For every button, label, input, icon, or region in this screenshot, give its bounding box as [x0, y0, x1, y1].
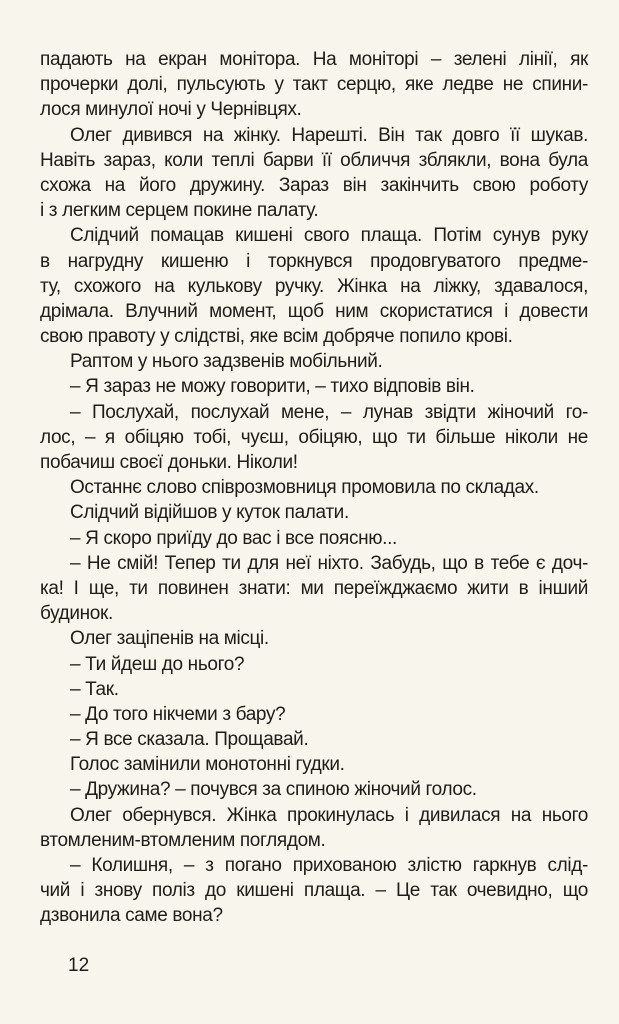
- text-line: Навіть зараз, коли теплі барви її обличчя зблякли, вона була: [40, 149, 588, 171]
- text-line: Олег заціпенів на місці.: [70, 628, 269, 650]
- paragraph: [40, 475, 588, 500]
- text-line: в нагрудну кишеню і торкнувся продовгуватого предме-: [40, 250, 588, 272]
- text-line: – Не смій! Тепер ти для неї ніхто. Забудь, що в тебе є доч-: [70, 552, 588, 574]
- text-line: ту, схожого на кулькову ручку. Жінка на ліжку, здавалося,: [40, 275, 588, 297]
- text-line: будинок.: [40, 603, 113, 625]
- paragraph: [40, 652, 588, 677]
- page-body-text: [40, 47, 588, 929]
- paragraph: [40, 349, 588, 374]
- text-line: Слідчий відійшов у куток палати.: [70, 502, 349, 524]
- text-line: свою правоту у слідстві, яке всім добряче попило крові.: [40, 326, 513, 348]
- text-line: і з легким серцем покине палату.: [40, 200, 319, 222]
- paragraph: [40, 853, 588, 929]
- paragraph: [40, 702, 588, 727]
- text-line: – Послухай, послухай мене, – лунав звідти жіночий го-: [70, 401, 588, 423]
- text-line: – Я зараз не можу говорити, – тихо відповів він.: [70, 376, 475, 398]
- text-line: падають на екран монітора. На моніторі – зелені лінії, як: [40, 49, 588, 70]
- text-line: Олег дивився на жінку. Нарешті. Він так довго її шукав.: [70, 124, 588, 146]
- paragraph: [40, 123, 588, 224]
- paragraph: [40, 752, 588, 777]
- text-line: дзвонила саме вона?: [40, 905, 223, 927]
- text-line: ка! І ще, ти повинен знати: ми переїжджаємо жити в інший: [40, 577, 588, 599]
- paragraph: [40, 526, 588, 551]
- text-line: лос, – я обіцяю тобі, чуєш, обіцяю, що ти більше ніколи не: [40, 426, 588, 448]
- text-line: Раптом у нього задзвенів мобільний.: [70, 351, 383, 373]
- text-line: – Я все сказала. Прощавай.: [70, 729, 309, 751]
- text-line: Слідчий помацав кишені свого плаща. Потім сунув руку: [70, 225, 588, 247]
- text-line: Голос замінили монотонні гудки.: [70, 754, 345, 776]
- paragraph: [40, 374, 588, 399]
- paragraph: [40, 803, 588, 853]
- text-line: – Ти йдеш до нього?: [70, 653, 245, 675]
- text-line: Олег обернувся. Жінка прокинулась і дивилася на нього: [70, 804, 588, 826]
- paragraph: [40, 677, 588, 702]
- paragraph: [40, 223, 588, 349]
- text-line: прочерки долі, пульсують у такт серцю, яке ледве не спини-: [40, 74, 588, 96]
- text-line: побачиш своєї доньки. Ніколи!: [40, 452, 298, 473]
- text-line: Останнє слово співрозмовниця промовила по складах.: [70, 477, 539, 499]
- text-line: втомленим-втомленим поглядом.: [40, 829, 326, 851]
- text-line: лося минулої ночі у Чернівцях.: [40, 99, 302, 121]
- text-line: схожа на його дружину. Зараз він закінчить свою роботу: [40, 174, 588, 196]
- paragraph: [40, 551, 588, 627]
- text-line: – Так.: [70, 678, 119, 700]
- paragraph: [40, 626, 588, 651]
- text-line: дрімала. Влучний момент, щоб ним скористатися і довести: [40, 300, 588, 322]
- paragraph: [40, 727, 588, 752]
- text-line: – До того нікчеми з бару?: [70, 703, 286, 725]
- text-line: чий і знову поліз до кишені плаща. – Це так очевидно, що: [40, 880, 588, 902]
- paragraph: [40, 47, 588, 123]
- paragraph: [40, 777, 588, 802]
- paragraph: [40, 400, 588, 476]
- text-line: – Колишня, – з погано прихованою злістю гаркнув слід-: [70, 855, 588, 876]
- text-line: – Я скоро приїду до вас і все поясню...: [70, 527, 397, 549]
- page-number: 12: [68, 955, 90, 976]
- text-line: – Дружина? – почувся за спиною жіночий голос.: [70, 779, 477, 801]
- paragraph: [40, 500, 588, 525]
